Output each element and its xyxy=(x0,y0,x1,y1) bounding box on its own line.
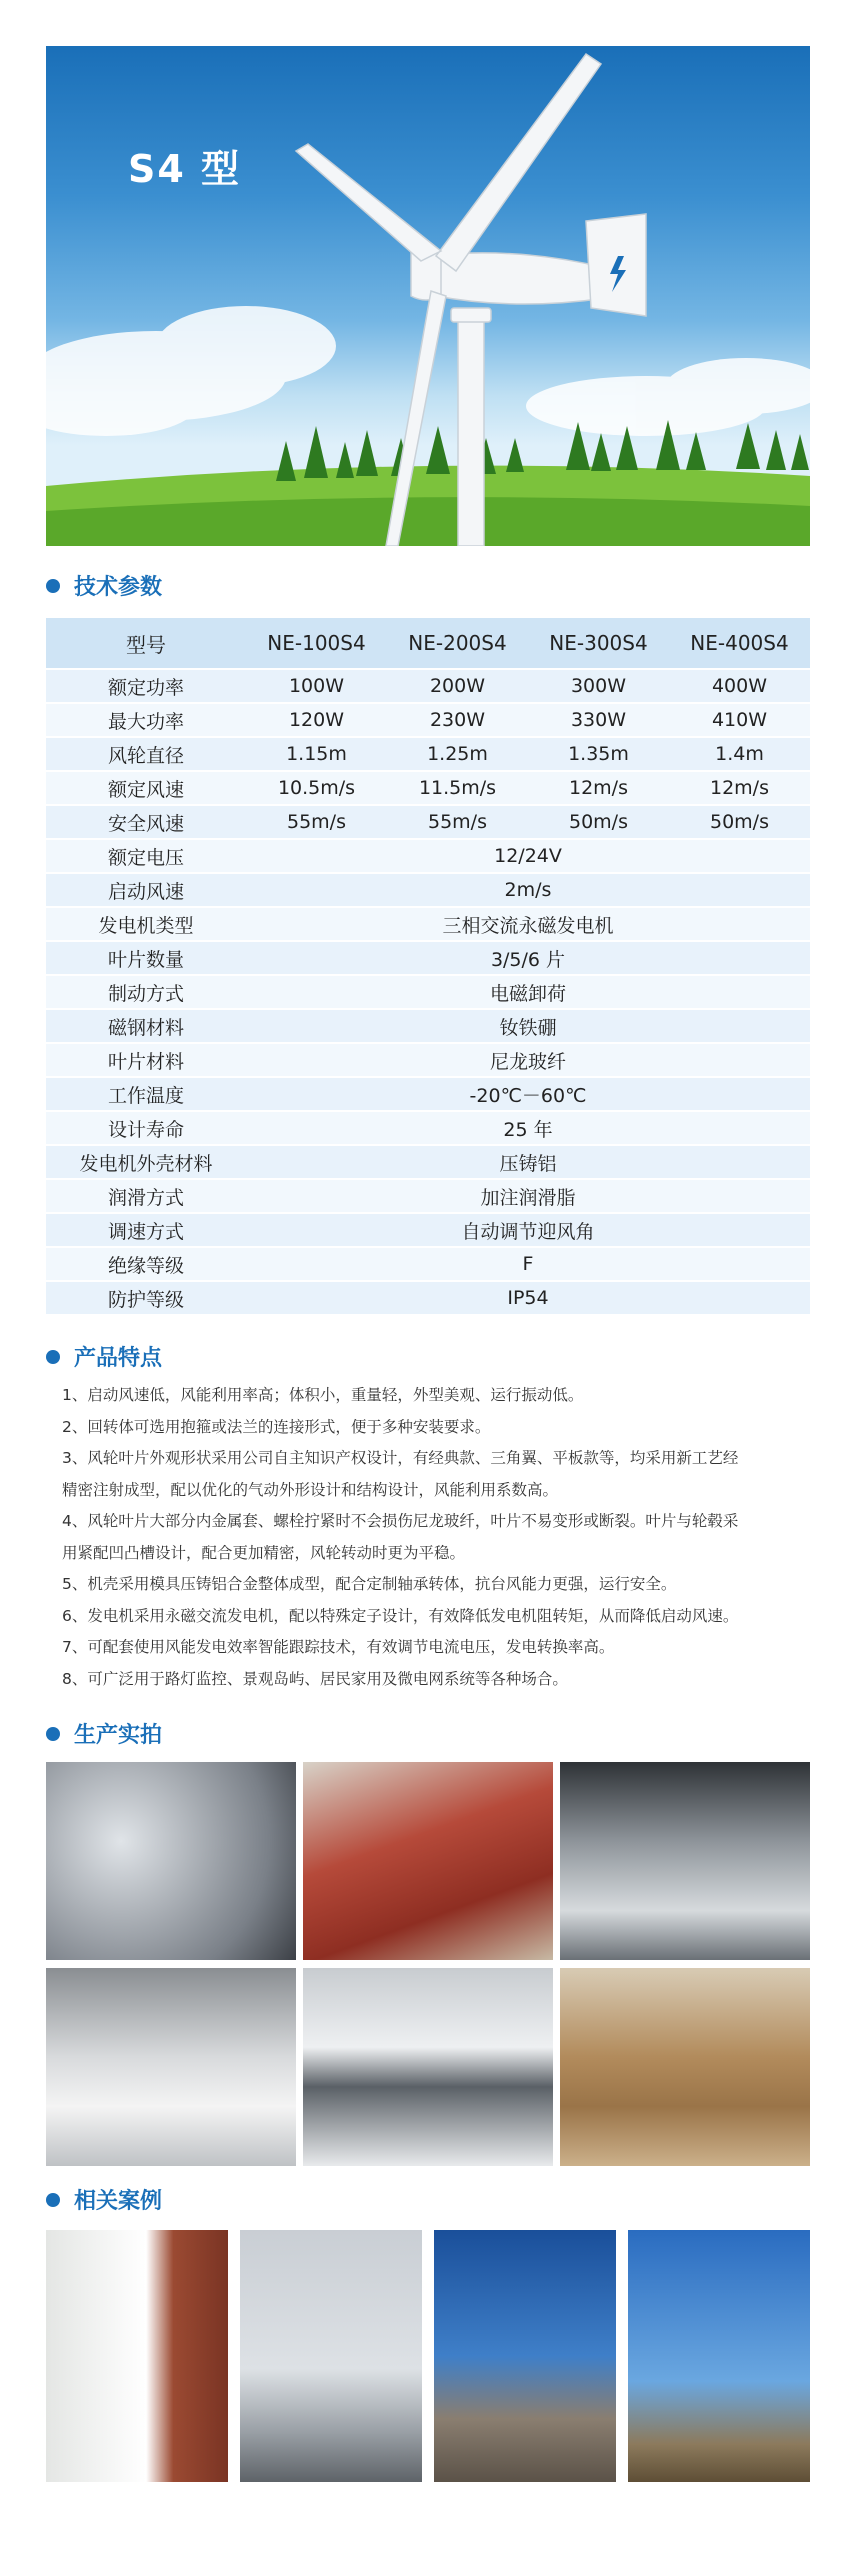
spec-row xyxy=(46,806,810,838)
spec-value: 55m/s xyxy=(428,811,487,833)
spec-table xyxy=(46,618,810,1314)
spec-label: 安全风速 xyxy=(107,812,184,835)
production-photo-hubs xyxy=(46,1762,296,1960)
feature-list xyxy=(62,1380,822,1695)
spec-value: 1.25m xyxy=(427,743,488,765)
spec-label: 风轮直径 xyxy=(107,744,184,767)
spec-value: 100W xyxy=(288,675,345,697)
spec-value: 2m/s xyxy=(504,879,552,901)
feature-line: 7、可配套使用风能发电效率智能跟踪技术，有效调节电流电压，发电转换率高。 xyxy=(62,1638,615,1656)
spec-row xyxy=(46,1146,810,1178)
spec-label: 设计寿命 xyxy=(107,1118,184,1141)
spec-row xyxy=(46,704,810,736)
spec-value: 电磁卸荷 xyxy=(489,982,566,1005)
feature-line: 8、可广泛用于路灯监控、景观岛屿、居民家用及微电网系统等各种场合。 xyxy=(62,1669,568,1688)
spec-label: 防护等级 xyxy=(107,1288,184,1311)
case-photo-pole-mount xyxy=(628,2230,810,2482)
spec-row xyxy=(46,1010,810,1042)
spec-value: 11.5m/s xyxy=(418,777,497,799)
spec-row xyxy=(46,840,810,872)
spec-row xyxy=(46,738,810,770)
spec-row xyxy=(46,1248,810,1280)
bullet-icon xyxy=(46,579,60,593)
production-photo-stators xyxy=(303,1762,553,1960)
spec-label: 工作温度 xyxy=(107,1084,184,1107)
spec-row xyxy=(46,1214,810,1246)
spec-value: 300W xyxy=(570,675,627,697)
section-cases xyxy=(46,2184,162,2215)
spec-value: 钕铁硼 xyxy=(499,1016,557,1039)
spec-label: 额定电压 xyxy=(107,846,184,869)
production-photo-workshop xyxy=(303,1968,553,2166)
spec-label: 发电机类型 xyxy=(98,914,194,937)
spec-value: 25 年 xyxy=(503,1118,553,1141)
spec-value: F xyxy=(522,1253,534,1275)
spec-label: 绝缘等级 xyxy=(107,1254,184,1277)
spec-value: 50m/s xyxy=(569,811,628,833)
spec-label: 润滑方式 xyxy=(107,1186,184,1209)
spec-row xyxy=(46,1180,810,1212)
section-title: 技术参数 xyxy=(74,575,163,600)
spec-value: 3/5/6 片 xyxy=(490,948,566,971)
spec-value: 12/24V xyxy=(494,845,562,867)
spec-header-row xyxy=(46,618,810,668)
case-photo-rooftop xyxy=(46,2230,228,2482)
spec-value: 120W xyxy=(288,709,345,731)
feature-line: 用紧配凹凸槽设计，配合更加精密，风轮转动时更为平稳。 xyxy=(62,1543,466,1562)
spec-value: 自动调节迎风角 xyxy=(461,1220,595,1243)
spec-row xyxy=(46,1282,810,1314)
spec-value: 10.5m/s xyxy=(277,777,356,799)
spec-value: 尼龙玻纤 xyxy=(489,1050,566,1073)
header-label: 型号 xyxy=(126,632,166,657)
spec-label: 调速方式 xyxy=(107,1220,184,1243)
spec-row xyxy=(46,976,810,1008)
spec-value: 12m/s xyxy=(710,777,769,799)
spec-value: 1.35m xyxy=(568,743,629,765)
production-photo-grid xyxy=(46,1762,810,2172)
spec-row xyxy=(46,772,810,804)
spec-value: 压铸铝 xyxy=(499,1152,557,1175)
spec-value: 200W xyxy=(429,675,486,697)
spec-row xyxy=(46,874,810,906)
spec-label: 叶片数量 xyxy=(107,948,184,971)
section-title: 产品特点 xyxy=(74,1346,163,1371)
feature-line: 6、发电机采用永磁交流发电机，配以特殊定子设计，有效降低发电机阻转矩，从而降低启动风速。 xyxy=(62,1606,739,1625)
feature-line: 4、风轮叶片大部分内金属套、螺栓拧紧时不会损伤尼龙玻纤，叶片不易变形或断裂。叶片与轮毂采 xyxy=(62,1512,739,1530)
spec-value: 55m/s xyxy=(287,811,346,833)
spec-value: 加注润滑脂 xyxy=(480,1186,576,1209)
feature-line: 1、启动风速低，风能利用率高；体积小，重量轻，外型美观、运行振动低。 xyxy=(62,1386,584,1404)
spec-row xyxy=(46,1044,810,1076)
spec-label: 制动方式 xyxy=(107,982,184,1005)
feature-line: 精密注射成型，配以优化的气动外形设计和结构设计，风能利用系数高。 xyxy=(62,1480,559,1499)
model-name: NE-200S4 xyxy=(408,631,507,655)
spec-row xyxy=(46,1112,810,1144)
feature-line: 3、风轮叶片外观形状采用公司自主知识产权设计，有经典款、三角翼、平板款等，均采用新工艺经 xyxy=(62,1449,739,1467)
spec-label: 额定风速 xyxy=(107,778,184,801)
model-title: S4 型 xyxy=(128,147,242,191)
spec-value: IP54 xyxy=(507,1287,549,1309)
spec-row xyxy=(46,1078,810,1110)
case-photo-streetlights xyxy=(240,2230,422,2482)
spec-value: 50m/s xyxy=(710,811,769,833)
spec-row xyxy=(46,908,810,940)
spec-value: 330W xyxy=(570,709,627,731)
bullet-icon xyxy=(46,2193,60,2207)
production-photo-tails xyxy=(560,1762,810,1960)
bullet-icon xyxy=(46,1350,60,1364)
case-photo-monitoring-station xyxy=(434,2230,616,2482)
spec-value: 1.4m xyxy=(715,743,764,765)
spec-row xyxy=(46,670,810,702)
spec-row xyxy=(46,942,810,974)
production-photo-packaging xyxy=(560,1968,810,2166)
spec-label: 发电机外壳材料 xyxy=(79,1152,213,1175)
spec-value: 400W xyxy=(711,675,768,697)
production-photo-blades xyxy=(46,1968,296,2166)
section-production xyxy=(46,1718,162,1749)
section-tech-params xyxy=(46,570,162,601)
spec-label: 启动风速 xyxy=(107,880,184,903)
feature-line: 2、回转体可选用抱箍或法兰的连接形式，便于多种安装要求。 xyxy=(62,1417,491,1436)
section-title: 相关案例 xyxy=(74,2189,163,2214)
model-name: NE-100S4 xyxy=(267,631,366,655)
spec-value: 12m/s xyxy=(569,777,628,799)
spec-value: 410W xyxy=(711,709,768,731)
spec-value: 230W xyxy=(429,709,486,731)
model-name: NE-300S4 xyxy=(549,631,648,655)
section-title: 生产实拍 xyxy=(74,1723,163,1748)
model-name: NE-400S4 xyxy=(690,631,789,655)
spec-value: -20℃－60℃ xyxy=(469,1084,587,1107)
spec-label: 最大功率 xyxy=(107,710,184,733)
bullet-icon xyxy=(46,1727,60,1741)
feature-line: 5、机壳采用模具压铸铝合金整体成型，配合定制轴承转体，抗台风能力更强，运行安全。 xyxy=(62,1575,677,1593)
spec-label: 磁钢材料 xyxy=(107,1016,184,1039)
spec-value: 三相交流永磁发电机 xyxy=(442,914,614,937)
case-photo-grid xyxy=(46,2230,810,2486)
hero-illustration xyxy=(46,46,810,546)
spec-label: 叶片材料 xyxy=(107,1050,184,1073)
section-features xyxy=(46,1341,162,1372)
spec-value: 1.15m xyxy=(286,743,347,765)
spec-label: 额定功率 xyxy=(107,676,184,699)
hero-banner xyxy=(46,46,810,546)
